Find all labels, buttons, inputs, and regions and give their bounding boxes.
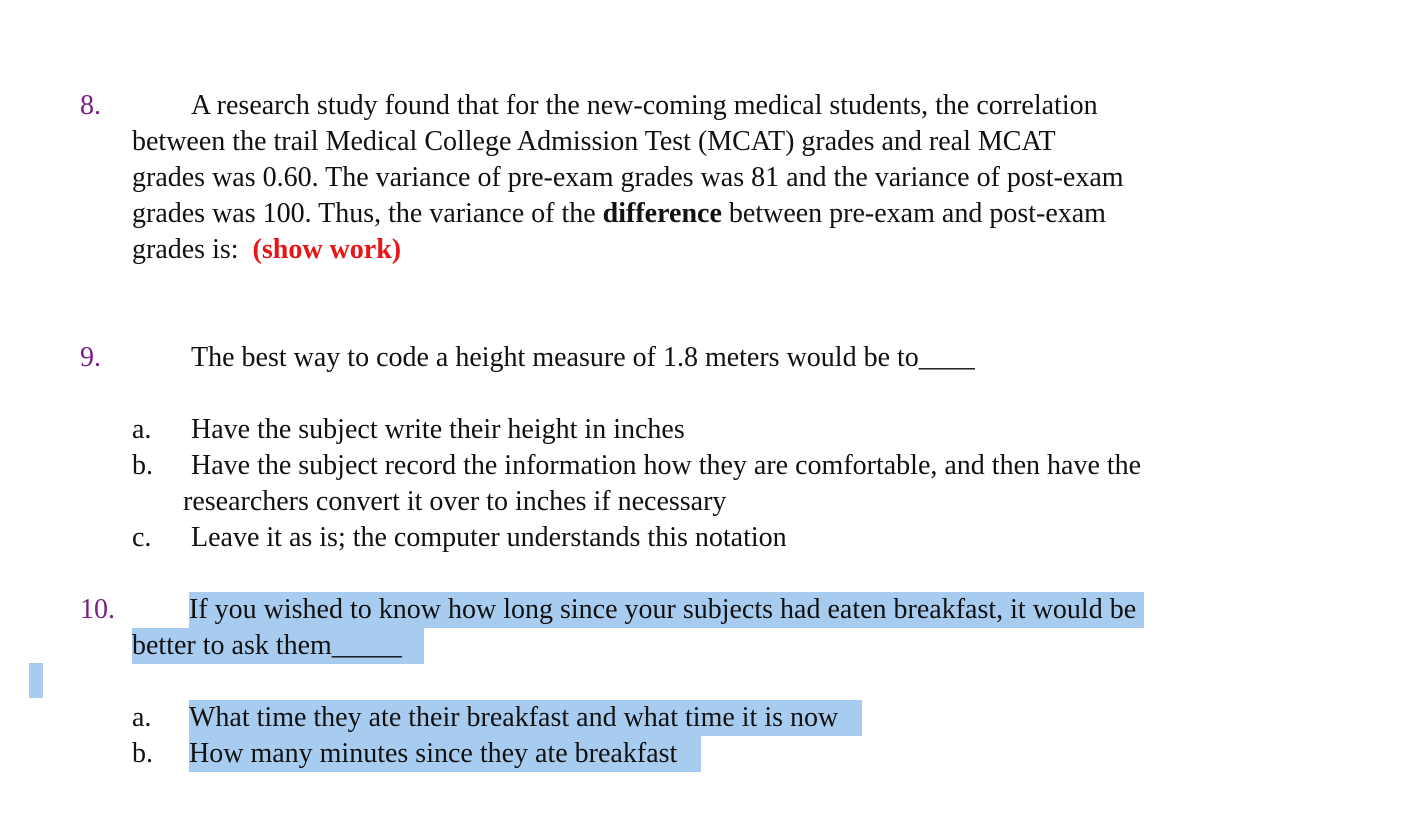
- question-text-line: grades was 0.60. The variance of pre-exam grades was 81 and the variance of post-exam: [132, 162, 1124, 193]
- emphasis-word: difference: [602, 198, 722, 229]
- text-run: grades was 100. Thus, the variance of the: [132, 198, 603, 229]
- selected-option-text[interactable]: How many minutes since they ate breakfast: [189, 736, 701, 772]
- selected-stem-line[interactable]: If you wished to know how long since your subjects had eaten breakfast, it would be: [189, 592, 1144, 628]
- option-letter: a.: [132, 414, 152, 445]
- question-number: 8.: [80, 90, 101, 121]
- text-run: between pre-exam and post-exam: [721, 198, 1106, 229]
- question-text-line: A research study found that for the new-coming medical students, the correlation: [191, 90, 1098, 121]
- option-text: Leave it as is; the computer understands this notation: [191, 522, 787, 553]
- option-letter: b.: [132, 738, 153, 769]
- question-stem: The best way to code a height measure of 1.8 meters would be to____: [191, 342, 975, 373]
- option-letter: a.: [132, 702, 152, 733]
- question-text-line: [132, 196, 1106, 232]
- option-letter: c.: [132, 522, 152, 553]
- selected-stem-line[interactable]: better to ask them_____: [132, 628, 424, 664]
- question-text-line: between the trail Medical College Admission Test (MCAT) grades and real MCAT: [132, 126, 1056, 157]
- question-number: 9.: [80, 342, 101, 373]
- question-number: 10.: [80, 594, 115, 625]
- text-run: grades is:: [132, 234, 253, 265]
- selected-option-text[interactable]: What time they ate their breakfast and what time it is now: [189, 700, 862, 736]
- option-text: Have the subject record the information how they are comfortable, and then have the: [191, 450, 1142, 481]
- option-text: Have the subject write their height in inches: [191, 414, 685, 445]
- option-letter: b.: [132, 450, 153, 481]
- question-text-line: [132, 232, 401, 268]
- option-text-continuation: researchers convert it over to inches if necessary: [183, 486, 727, 517]
- show-work-instruction: (show work): [252, 234, 402, 265]
- selection-margin-marker: [29, 663, 43, 698]
